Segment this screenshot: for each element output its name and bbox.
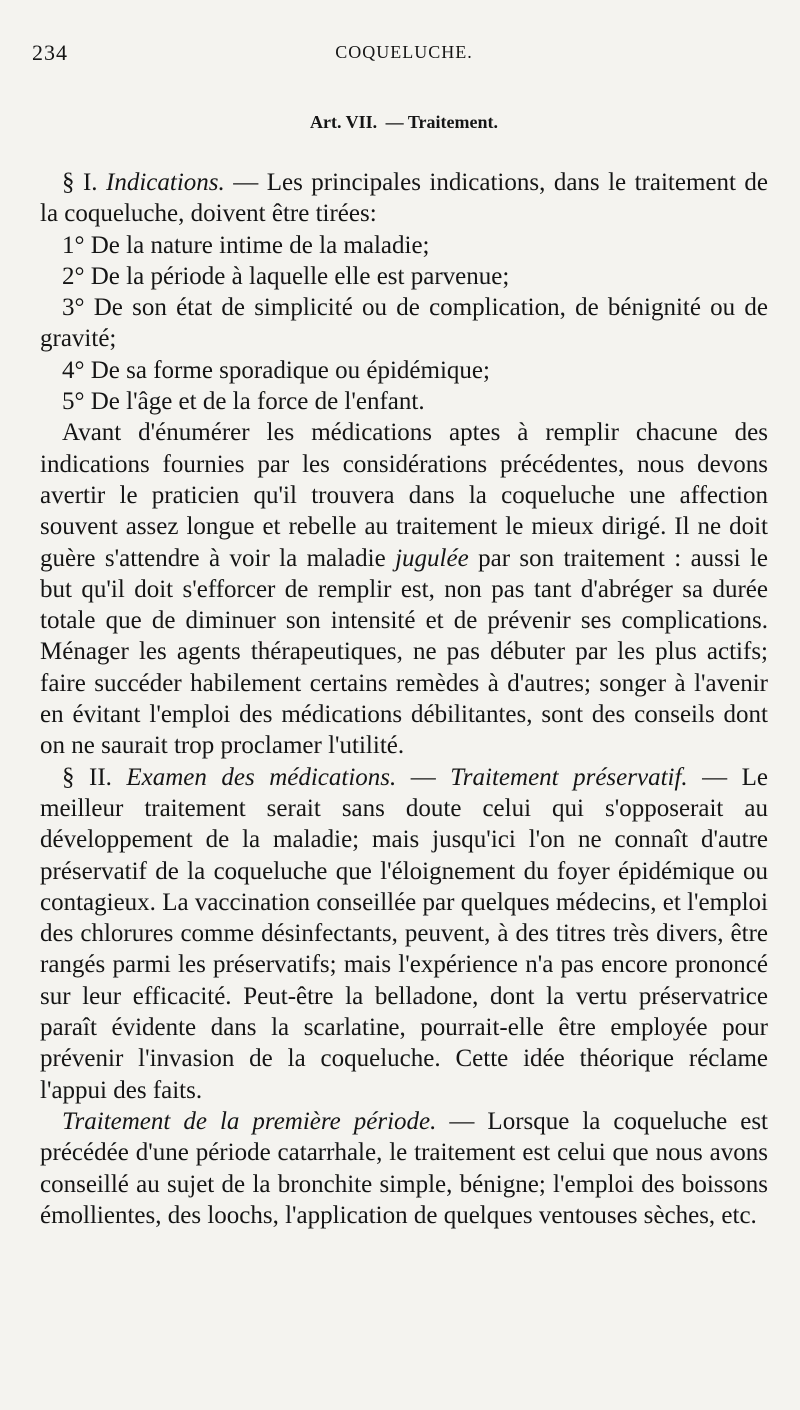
section-1-intro bbox=[40, 167, 768, 230]
running-title: COQUELUCHE. bbox=[335, 42, 473, 62]
section-1-title: Indications. bbox=[106, 169, 225, 196]
page-header bbox=[32, 34, 768, 68]
section-2-paragraph bbox=[40, 762, 768, 1106]
indication-item-1: 1° De la nature intime de la maladie; bbox=[62, 231, 430, 259]
section-2-text: — Le meilleur traitement serait sans doute celui qui s'opposerait au développement de la maladie; mais jusqu'ici l'on ne connaît d'autre préservatif de la coqueluche que l'éloignement du foyer épidémique ou contagieux. La vaccination conseillée par quelques médecins, et l'emploi des chlorures comme désinfectants, peuvent, à des titres très divers, être rangés parmi les préservatifs; mais l'expérience n'a pas encore prononcé sur leur efficacité. Peut-être la belladone, dont la vertu préservatrice paraît évidente dans la scarlatine, pourrait-elle être employée pour prévenir l'invasion de la coqueluche. Cette idée théorique réclame l'appui des faits. bbox=[40, 763, 769, 1104]
section-3-text: — Lorsque la coqueluche est précédée d'une période catarrhale, le traitement est celui que nous avons conseillé au sujet de la bronchite simple, bénigne; l'emploi des boissons émollientes, des loochs, l'application de quelques ventouses sèches, etc. bbox=[40, 1107, 769, 1229]
article-heading bbox=[40, 112, 768, 133]
section-1-para-a: Avant d'énumérer les médications aptes à remplir chacune des indications fournies par les considérations précédentes, nous devons avertir le praticien qu'il trouvera dans la coqueluche une affection souvent assez longue et rebelle au traitement le mieux dirigé. Il ne doit guère s'attendre à voir la maladie bbox=[40, 419, 768, 572]
article-label: Art. VII. bbox=[310, 112, 378, 132]
section-3-title: Traitement de la première période. bbox=[62, 1107, 437, 1135]
section-1-number: § I. bbox=[62, 169, 98, 196]
article-title: Traitement. bbox=[407, 112, 498, 132]
indication-item-3: 3° De son état de simplicité ou de complication, de bénignité ou de gravité; bbox=[40, 294, 768, 353]
book-page bbox=[32, 34, 769, 1231]
page-number: 234 bbox=[32, 40, 68, 65]
indication-item-2: 2° De la période à laquelle elle est parvenue; bbox=[62, 262, 510, 290]
section-1-paragraph bbox=[40, 417, 768, 761]
jugulee-term: jugulée bbox=[395, 544, 469, 572]
article-dash: — bbox=[385, 112, 404, 132]
section-2-title-1: Examen des médications. bbox=[126, 763, 397, 791]
section-3-paragraph bbox=[40, 1106, 768, 1231]
section-2-title-2: Traitement préservatif. bbox=[450, 763, 688, 791]
section-2-dash: — bbox=[410, 763, 436, 791]
section-1-text: — Les principales indications, dans le traitement de la coqueluche, doivent être tirées: bbox=[40, 169, 769, 228]
section-1-para-b: par son traitement : aussi le but qu'il doit s'efforcer de remplir est, non pas tant d'abréger sa durée totale que de diminuer son intensité et de prévenir ses complications. Ménager les agents thérapeutiques, ne pas débuter par les plus actifs; faire succéder habilement certains remèdes à d'autres; songer à l'avenir en évitant l'emploi des médications débilitantes, sont des conseils dont on ne saurait trop proclamer l'utilité. bbox=[40, 544, 769, 760]
section-2-number: § II. bbox=[62, 763, 112, 791]
indication-item-5: 5° De l'âge et de la force de l'enfant. bbox=[62, 388, 425, 416]
indication-item-4: 4° De sa forme sporadique ou épidémique; bbox=[62, 356, 490, 384]
